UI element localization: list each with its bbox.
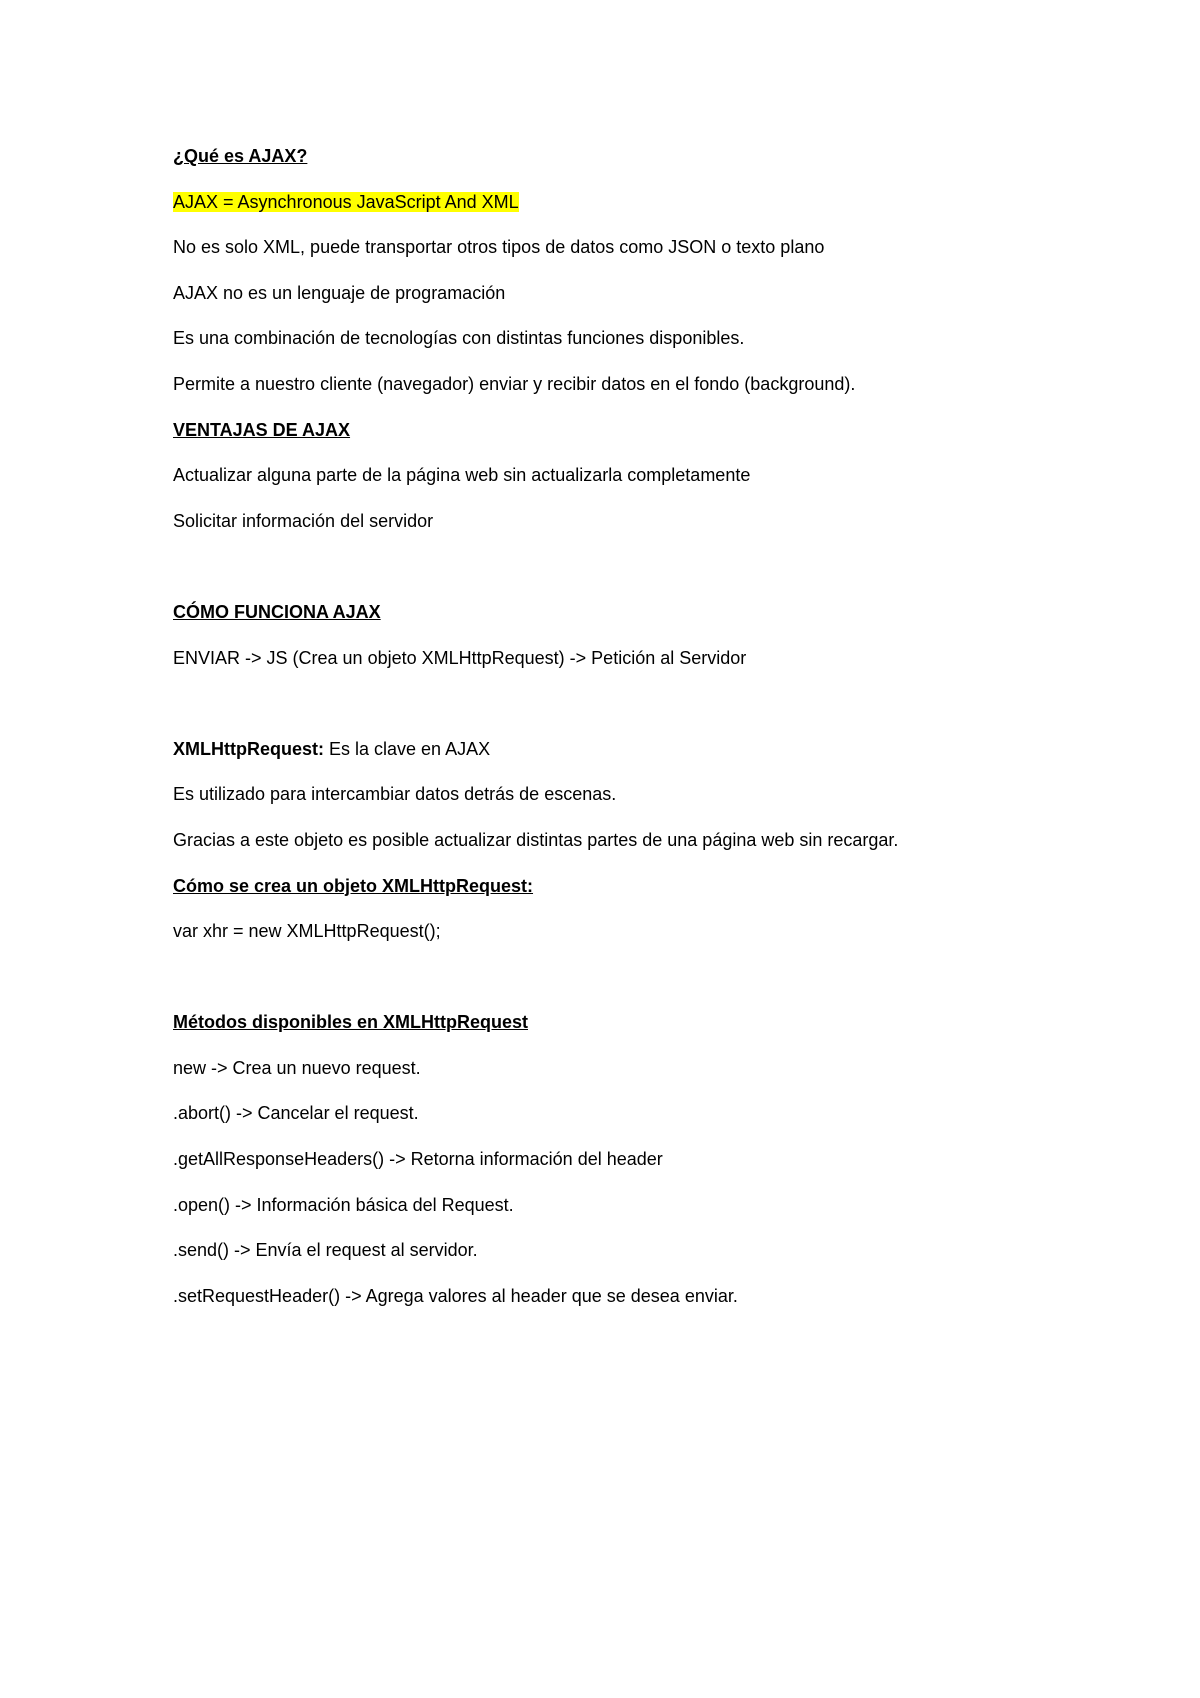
section-heading-metodos: Métodos disponibles en XMLHttpRequest [173,1012,529,1033]
section-heading-ventajas: VENTAJAS DE AJAX [173,419,351,440]
method-item: new -> Crea un nuevo request. [173,1057,421,1078]
document-body [173,145,1073,1330]
highlighted-definition: AJAX = Asynchronous JavaScript And XML [173,191,519,212]
method-item: .send() -> Envía el request al servidor. [173,1240,478,1261]
blank-line [173,555,1073,601]
funciona-line: ENVIAR -> JS (Crea un objeto XMLHttpRequest) -> Petición al Servidor [173,647,747,668]
xhr-definition-line [173,738,1073,784]
intro-line: Es una combinación de tecnologías con distintas funciones disponibles. [173,328,745,349]
code-line: var xhr = new XMLHttpRequest(); [173,921,441,942]
xhr-line: Es utilizado para intercambiar datos detrás de escenas. [173,784,617,805]
blank-line [173,966,1073,1012]
intro-line: AJAX no es un lenguaje de programación [173,282,506,303]
blank-line [173,692,1073,738]
method-item: .setRequestHeader() -> Agrega valores al header que se desea enviar. [173,1285,738,1306]
ventajas-line: Solicitar información del servidor [173,510,434,531]
method-item: .getAllResponseHeaders() -> Retorna información del header [173,1149,663,1170]
ventajas-line: Actualizar alguna parte de la página web sin actualizarla completamente [173,465,751,486]
intro-line: No es solo XML, puede transportar otros tipos de datos como JSON o texto plano [173,237,825,258]
section-heading-funciona: CÓMO FUNCIONA AJAX [173,601,381,622]
intro-highlight-line [173,191,1073,237]
xhr-term: XMLHttpRequest: [173,738,324,759]
method-item: .abort() -> Cancelar el request. [173,1103,419,1124]
section-heading-create-xhr: Cómo se crea un objeto XMLHttpRequest: [173,875,534,896]
intro-line: Permite a nuestro cliente (navegador) enviar y recibir datos en el fondo (background). [173,373,856,394]
xhr-line: Gracias a este objeto es posible actualizar distintas partes de una página web sin recargar. [173,829,899,850]
xhr-term-description: Es la clave en AJAX [324,738,491,759]
method-item: .open() -> Información básica del Request. [173,1194,514,1215]
document-title: ¿Qué es AJAX? [173,146,308,166]
